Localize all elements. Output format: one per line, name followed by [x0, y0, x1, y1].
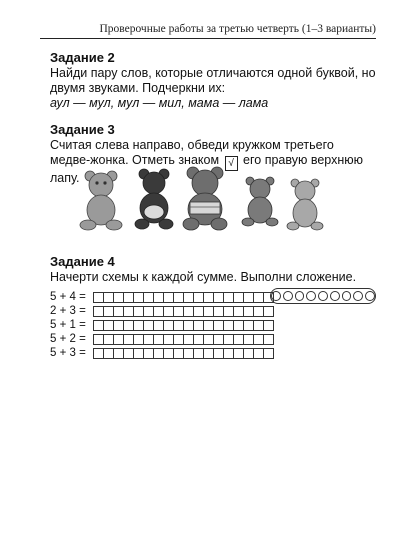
- task-2-text: Найди пару слов, которые отличаются одной буквой, но двумя звуками. Подчеркни их:: [50, 66, 376, 95]
- task-2-title: Задание 2: [50, 50, 115, 65]
- bear-1: [80, 171, 122, 230]
- circle-shape: [318, 291, 328, 301]
- task-3-title: Задание 3: [50, 122, 115, 137]
- sum-row: [50, 305, 274, 317]
- sum-expression: 5 + 3 =: [50, 347, 86, 359]
- task-4-text: Начерти схемы к каждой сумме. Выполни сложение.: [50, 270, 357, 284]
- grid-cell[interactable]: [263, 320, 274, 331]
- answer-grid[interactable]: [94, 348, 274, 359]
- answer-grid[interactable]: [94, 320, 274, 331]
- bear-2: [135, 169, 173, 229]
- circle-shape: [283, 291, 293, 301]
- task-2-words: аул — мул, мул — мил, мама — лама: [50, 96, 269, 110]
- page-header: Проверочные работы за третью четверть (1–3 варианты): [40, 20, 376, 39]
- sum-row: [50, 319, 274, 331]
- circle-shape: [295, 291, 305, 301]
- bear-3: [183, 167, 227, 230]
- sum-expression: 5 + 1 =: [50, 319, 86, 331]
- answer-grid[interactable]: [94, 334, 274, 345]
- bear-5: [287, 179, 323, 230]
- task-4: [50, 254, 376, 285]
- circle-shape: [330, 291, 340, 301]
- task-2: [50, 50, 376, 111]
- task-3-text-after: его правую верхнюю лапу.: [50, 153, 364, 185]
- check-sign-icon: √: [225, 156, 238, 171]
- bears-illustration: [72, 166, 342, 232]
- sum-row: [50, 333, 274, 345]
- grid-cell[interactable]: [263, 334, 274, 345]
- task-4-title: Задание 4: [50, 254, 115, 269]
- sum-row: [50, 347, 274, 359]
- circle-shape: [353, 291, 363, 301]
- answer-grid[interactable]: [94, 292, 274, 303]
- circle-shape: [271, 291, 281, 301]
- bear-4: [242, 177, 278, 226]
- circle-shape: [306, 291, 316, 301]
- circle-shape: [365, 291, 375, 301]
- sum-expression: 5 + 2 =: [50, 333, 86, 345]
- sum-expression: 2 + 3 =: [50, 305, 86, 317]
- grid-cell[interactable]: [263, 348, 274, 359]
- sum-row: [50, 291, 274, 303]
- task-3-text-before: Считая слева направо, обведи кружком третьего медве-жонка. Отметь знаком: [50, 138, 334, 167]
- grid-cell[interactable]: [263, 306, 274, 317]
- circle-shape: [342, 291, 352, 301]
- sum-expression: 5 + 4 =: [50, 291, 86, 303]
- answer-grid[interactable]: [94, 306, 274, 317]
- circles-oval: [270, 288, 376, 304]
